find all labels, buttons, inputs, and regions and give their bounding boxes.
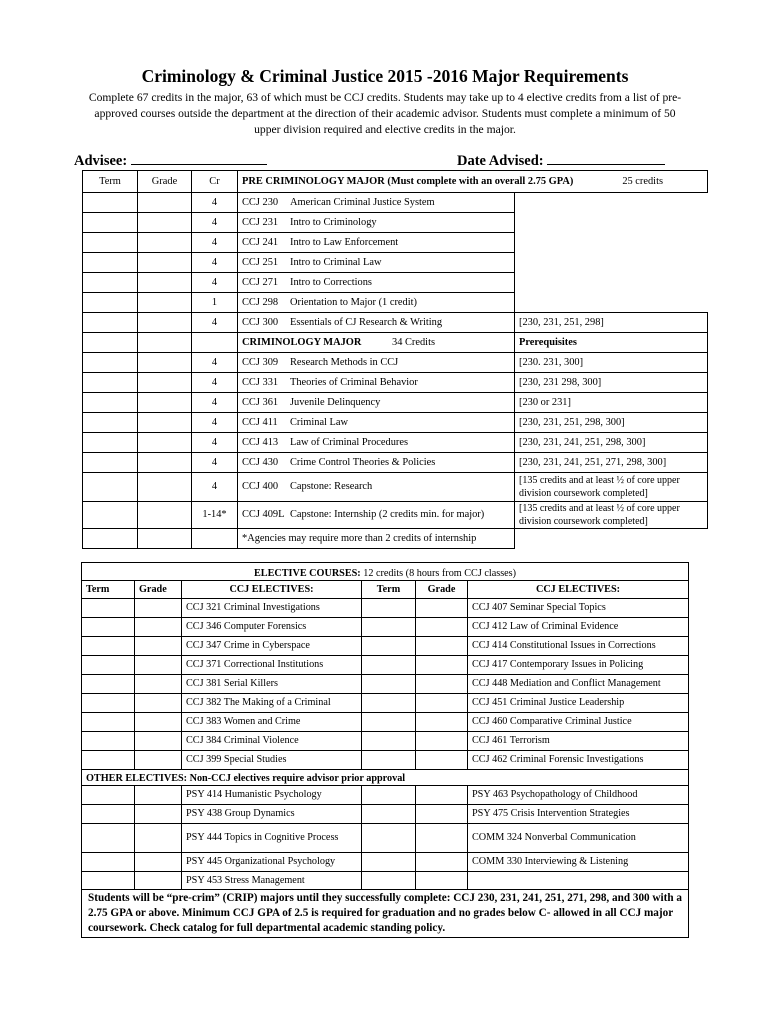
grade-cell[interactable]	[416, 872, 468, 890]
course-row	[83, 313, 708, 333]
course-code: CCJ 300	[242, 316, 279, 328]
grade-cell[interactable]	[416, 713, 468, 732]
course-code: CCJ 430	[242, 456, 279, 468]
elective-course-right: CCJ 407 Seminar Special Topics	[468, 599, 689, 618]
grade-cell[interactable]	[138, 413, 192, 433]
course-row	[83, 453, 708, 473]
grade-cell[interactable]	[138, 293, 192, 313]
elective-row	[82, 824, 689, 853]
term-cell[interactable]	[82, 694, 135, 713]
course-cell	[238, 233, 515, 253]
course-code: CCJ 309	[242, 356, 279, 368]
course-title: Criminal Law	[290, 416, 349, 428]
col-grade: Grade	[138, 171, 192, 193]
grade-cell[interactable]	[138, 253, 192, 273]
grade-cell[interactable]	[416, 853, 468, 872]
course-cell	[238, 193, 515, 213]
course-cell	[238, 502, 515, 529]
grade-cell[interactable]	[135, 675, 182, 694]
elec-col-term-left: Term	[82, 581, 135, 599]
course-row	[83, 253, 708, 273]
grade-cell[interactable]	[138, 393, 192, 413]
prereq-cell	[515, 293, 708, 313]
course-title: Intro to Criminology	[290, 216, 377, 228]
footnote-cr-cell	[192, 529, 238, 549]
prereq-cell	[515, 213, 708, 233]
prereq-cell	[515, 193, 708, 213]
course-code: CCJ 230	[242, 196, 279, 208]
course-cell	[238, 293, 515, 313]
term-cell[interactable]	[82, 751, 135, 770]
term-cell[interactable]	[83, 293, 138, 313]
term-cell[interactable]	[82, 786, 135, 805]
course-row	[83, 293, 708, 313]
course-row	[83, 213, 708, 233]
major-credits: 34 Credits	[392, 336, 436, 348]
course-cell	[238, 313, 515, 333]
course-title: Law of Criminal Procedures	[290, 436, 409, 448]
intro-paragraph: Complete 67 credits in the major, 63 of which must be CCJ credits. Students may take up to 4 elective credits from a list of pre-approved courses outside the department at the direction of their academic advisor. Students must complete a minimum of 50 upper division required and elective credits in the major.	[88, 91, 682, 136]
term-cell[interactable]	[362, 637, 416, 656]
course-title: American Criminal Justice System	[290, 196, 435, 208]
course-row	[83, 502, 708, 529]
course-code: CCJ 413	[242, 436, 279, 448]
term-cell[interactable]	[362, 853, 416, 872]
grade-cell[interactable]	[135, 805, 182, 824]
elective-course-left: PSY 438 Group Dynamics	[182, 805, 362, 824]
internship-footnote: *Agencies may require more than 2 credits of internship	[238, 529, 515, 549]
course-title: Capstone: Research	[290, 481, 373, 492]
course-code: CCJ 411	[242, 416, 278, 428]
elective-course-left: CCJ 381 Serial Killers	[182, 675, 362, 694]
prereq-cell	[515, 253, 708, 273]
footnote-row	[83, 529, 708, 549]
pre-major-heading	[238, 171, 708, 193]
credits-cell: 4	[192, 453, 238, 473]
grade-cell[interactable]	[138, 233, 192, 253]
credits-cell: 4	[192, 253, 238, 273]
footnote-grade-cell[interactable]	[138, 529, 192, 549]
term-cell[interactable]	[362, 656, 416, 675]
course-code: CCJ 231	[242, 216, 279, 228]
elec-col-ccj-left: CCJ ELECTIVES:	[182, 581, 362, 599]
course-row	[83, 373, 708, 393]
elective-row	[82, 872, 689, 890]
course-title: Capstone: Internship (2 credits min. for major)	[290, 509, 485, 520]
course-title: Crime Control Theories & Policies	[290, 456, 436, 468]
course-row	[83, 193, 708, 213]
course-row	[83, 473, 708, 502]
course-row	[83, 393, 708, 413]
grade-cell[interactable]	[138, 193, 192, 213]
date-advised-line[interactable]	[547, 152, 665, 165]
prereq-cell: [230, 231, 251, 298]	[515, 313, 708, 333]
term-cell[interactable]	[362, 675, 416, 694]
major-header-row	[83, 333, 708, 353]
elective-course-right: CCJ 451 Criminal Justice Leadership	[468, 694, 689, 713]
course-title: Juvenile Delinquency	[290, 396, 381, 408]
course-cell	[238, 353, 515, 373]
course-code: CCJ 251	[242, 256, 279, 268]
elective-course-right: CCJ 448 Mediation and Conflict Management	[468, 675, 689, 694]
term-cell[interactable]	[362, 694, 416, 713]
elective-row	[82, 618, 689, 637]
course-code: CCJ 409L	[242, 509, 285, 520]
course-cell	[238, 373, 515, 393]
policy-row	[82, 890, 689, 938]
date-advised-label: Date Advised:	[457, 153, 544, 169]
electives-col-header-row	[82, 581, 689, 599]
elective-row	[82, 713, 689, 732]
term-cell[interactable]	[83, 233, 138, 253]
term-cell[interactable]	[83, 453, 138, 473]
elective-course-left: CCJ 347 Crime in Cyberspace	[182, 637, 362, 656]
elective-course-right: CCJ 462 Criminal Forensic Investigations	[468, 751, 689, 770]
grade-cell[interactable]	[416, 618, 468, 637]
elective-row	[82, 694, 689, 713]
elective-course-left: CCJ 346 Computer Forensics	[182, 618, 362, 637]
grade-cell[interactable]	[416, 637, 468, 656]
term-cell[interactable]	[82, 675, 135, 694]
credits-cell: 4	[192, 393, 238, 413]
electives-heading-bold: ELECTIVE COURSES:	[253, 567, 361, 579]
grade-cell[interactable]	[416, 694, 468, 713]
course-code: CCJ 331	[242, 376, 279, 388]
course-cell	[238, 213, 515, 233]
term-cell[interactable]	[83, 433, 138, 453]
term-cell[interactable]	[362, 732, 416, 751]
term-cell[interactable]	[362, 713, 416, 732]
grade-cell[interactable]	[416, 751, 468, 770]
elective-course-right: CCJ 461 Terrorism	[468, 732, 689, 751]
elective-course-left: PSY 444 Topics in Cognitive Process	[182, 824, 362, 853]
course-cell	[238, 253, 515, 273]
elective-course-right: COMM 324 Nonverbal Communication	[468, 824, 689, 853]
major-heading	[238, 333, 515, 353]
date-advised-field[interactable]	[457, 152, 665, 170]
elective-row	[82, 637, 689, 656]
credits-cell: 4	[192, 433, 238, 453]
course-row	[83, 353, 708, 373]
course-title: Intro to Criminal Law	[290, 256, 382, 268]
elective-course-left: PSY 445 Organizational Psychology	[182, 853, 362, 872]
course-cell	[238, 393, 515, 413]
elective-course-left: CCJ 321 Criminal Investigations	[182, 599, 362, 618]
term-cell[interactable]	[362, 805, 416, 824]
major-requirements-table	[82, 170, 708, 549]
elec-col-ccj-right: CCJ ELECTIVES:	[468, 581, 689, 599]
term-cell[interactable]	[83, 213, 138, 233]
course-cell	[238, 473, 515, 502]
other-electives-heading: OTHER ELECTIVES: Non-CCJ electives require advisor prior approval	[82, 770, 689, 786]
term-cell[interactable]	[82, 853, 135, 872]
elective-course-right	[468, 872, 689, 890]
pre-major-heading-text: PRE CRIMINOLOGY MAJOR (Must complete with an overall 2.75 GPA)	[242, 175, 574, 187]
course-code: CCJ 241	[242, 236, 279, 248]
prereq-cell: [135 credits and at least ½ of core upper division coursework completed]	[515, 473, 708, 502]
grade-cell[interactable]	[135, 786, 182, 805]
advisee-field[interactable]	[74, 152, 267, 170]
term-cell[interactable]	[82, 713, 135, 732]
course-code: CCJ 271	[242, 276, 279, 288]
credits-cell: 4	[192, 233, 238, 253]
grade-cell[interactable]	[416, 786, 468, 805]
major-cr-cell	[192, 333, 238, 353]
elective-row	[82, 853, 689, 872]
grade-cell[interactable]	[135, 853, 182, 872]
elective-course-right: PSY 475 Crisis Intervention Strategies	[468, 805, 689, 824]
term-cell[interactable]	[362, 751, 416, 770]
grade-cell[interactable]	[138, 433, 192, 453]
elective-course-left: PSY 453 Stress Management	[182, 872, 362, 890]
term-cell[interactable]	[83, 313, 138, 333]
footnote-term-cell[interactable]	[83, 529, 138, 549]
prereq-cell: [230, 231, 251, 298, 300]	[515, 413, 708, 433]
grade-cell[interactable]	[135, 872, 182, 890]
grade-cell[interactable]	[138, 213, 192, 233]
term-cell[interactable]	[82, 618, 135, 637]
credits-cell: 4	[192, 373, 238, 393]
elective-course-right: CCJ 460 Comparative Criminal Justice	[468, 713, 689, 732]
grade-cell[interactable]	[138, 453, 192, 473]
grade-cell[interactable]	[416, 656, 468, 675]
grade-cell[interactable]	[138, 473, 192, 502]
term-cell[interactable]	[82, 824, 135, 853]
major-grade-cell[interactable]	[138, 333, 192, 353]
course-row	[83, 433, 708, 453]
term-cell[interactable]	[362, 618, 416, 637]
advisee-label: Advisee:	[74, 153, 128, 169]
grade-cell[interactable]	[135, 618, 182, 637]
prereq-cell: [230, 231, 241, 251, 298, 300]	[515, 433, 708, 453]
elective-course-right: PSY 463 Psychopathology of Childhood	[468, 786, 689, 805]
elective-course-left: CCJ 371 Correctional Institutions	[182, 656, 362, 675]
grade-cell[interactable]	[138, 502, 192, 529]
course-cell	[238, 413, 515, 433]
prereq-cell: [230. 231, 300]	[515, 353, 708, 373]
term-cell[interactable]	[83, 253, 138, 273]
grade-cell[interactable]	[416, 824, 468, 853]
elective-row	[82, 786, 689, 805]
grade-cell[interactable]	[135, 637, 182, 656]
major-term-cell[interactable]	[83, 333, 138, 353]
course-title: Intro to Corrections	[290, 276, 372, 288]
course-code: CCJ 361	[242, 396, 279, 408]
elective-row	[82, 751, 689, 770]
pre-major-credits: 25 credits	[622, 175, 663, 187]
elective-course-left: CCJ 383 Women and Crime	[182, 713, 362, 732]
elective-course-right: COMM 330 Interviewing & Listening	[468, 853, 689, 872]
term-cell[interactable]	[362, 786, 416, 805]
credits-cell: 4	[192, 273, 238, 293]
footnote-blank	[515, 529, 708, 549]
page-title: Criminology & Criminal Justice 2015 -2016 Major Requirements	[141, 66, 629, 86]
elective-course-right: CCJ 417 Contemporary Issues in Policing	[468, 656, 689, 675]
elective-row	[82, 675, 689, 694]
prereq-heading: Prerequisites	[515, 333, 708, 353]
term-cell[interactable]	[83, 413, 138, 433]
electives-heading-row	[82, 563, 689, 581]
term-cell[interactable]	[82, 805, 135, 824]
other-electives-heading-row	[82, 770, 689, 786]
elective-course-left: CCJ 384 Criminal Violence	[182, 732, 362, 751]
prereq-cell: [230 or 231]	[515, 393, 708, 413]
credits-cell: 4	[192, 353, 238, 373]
grade-cell[interactable]	[135, 713, 182, 732]
course-title: Orientation to Major (1 credit)	[290, 296, 417, 308]
elec-col-term-right: Term	[362, 581, 416, 599]
elective-course-right: CCJ 412 Law of Criminal Evidence	[468, 618, 689, 637]
course-row	[83, 413, 708, 433]
prereq-cell: [230, 231 298, 300]	[515, 373, 708, 393]
term-cell[interactable]	[83, 393, 138, 413]
course-row	[83, 233, 708, 253]
term-cell[interactable]	[83, 273, 138, 293]
credits-cell: 4	[192, 193, 238, 213]
grade-cell[interactable]	[135, 599, 182, 618]
term-cell[interactable]	[82, 872, 135, 890]
grade-cell[interactable]	[138, 373, 192, 393]
elective-row	[82, 656, 689, 675]
pre-major-header-row	[83, 171, 708, 193]
electives-heading-rest: 12 credits (8 hours from CCJ classes)	[360, 567, 517, 579]
course-cell	[238, 273, 515, 293]
term-cell[interactable]	[83, 353, 138, 373]
col-cr: Cr	[192, 171, 238, 193]
grade-cell[interactable]	[135, 656, 182, 675]
major-heading-text: CRIMINOLOGY MAJOR	[242, 336, 362, 348]
prereq-cell	[515, 233, 708, 253]
term-cell[interactable]	[82, 732, 135, 751]
grade-cell[interactable]	[135, 732, 182, 751]
elective-course-left: PSY 414 Humanistic Psychology	[182, 786, 362, 805]
course-code: CCJ 400	[242, 481, 279, 492]
course-code: CCJ 298	[242, 296, 279, 308]
credits-cell: 4	[192, 473, 238, 502]
term-cell[interactable]	[83, 473, 138, 502]
term-cell[interactable]	[82, 637, 135, 656]
grade-cell[interactable]	[138, 313, 192, 333]
prereq-cell: [230, 231, 241, 251, 271, 298, 300]	[515, 453, 708, 473]
term-cell[interactable]	[83, 193, 138, 213]
credits-cell: 4	[192, 413, 238, 433]
term-cell[interactable]	[362, 824, 416, 853]
credits-cell: 4	[192, 313, 238, 333]
term-cell[interactable]	[82, 599, 135, 618]
elective-course-right: CCJ 414 Constitutional Issues in Corrections	[468, 637, 689, 656]
elective-course-left: CCJ 382 The Making of a Criminal	[182, 694, 362, 713]
grade-cell[interactable]	[135, 824, 182, 853]
credits-cell: 1	[192, 293, 238, 313]
elective-row	[82, 805, 689, 824]
elective-course-left: CCJ 399 Special Studies	[182, 751, 362, 770]
grade-cell[interactable]	[416, 675, 468, 694]
course-cell	[238, 453, 515, 473]
policy-note: Students will be “pre-crim” (CRIP) majors until they successfully complete: CCJ 230, 231, 241, 251, 271, 298, and 300 with a 2.75 GPA or above. Minimum CCJ GPA of 2.5 is required for graduation and no grades below C- allowed in all CCJ major coursework. Check catalog for full departmental academic standing policy.	[82, 890, 689, 938]
col-term: Term	[83, 171, 138, 193]
course-row	[83, 273, 708, 293]
grade-cell[interactable]	[135, 751, 182, 770]
elective-row	[82, 732, 689, 751]
grade-cell[interactable]	[135, 694, 182, 713]
credits-cell: 4	[192, 213, 238, 233]
elective-row	[82, 599, 689, 618]
term-cell[interactable]	[83, 502, 138, 529]
electives-heading	[82, 563, 689, 581]
grade-cell[interactable]	[416, 599, 468, 618]
grade-cell[interactable]	[138, 273, 192, 293]
course-title: Research Methods in CCJ	[290, 356, 399, 368]
course-title: Theories of Criminal Behavior	[290, 376, 418, 388]
term-cell[interactable]	[362, 599, 416, 618]
term-cell[interactable]	[362, 872, 416, 890]
electives-table	[81, 562, 689, 938]
course-title: Essentials of CJ Research & Writing	[290, 316, 443, 328]
prereq-cell: [135 credits and at least ½ of core upper division coursework completed]	[515, 502, 708, 529]
credits-cell: 1-14*	[192, 502, 238, 529]
term-cell[interactable]	[83, 373, 138, 393]
grade-cell[interactable]	[416, 732, 468, 751]
elec-col-grade-right: Grade	[416, 581, 468, 599]
advisee-line[interactable]	[131, 152, 267, 165]
term-cell[interactable]	[82, 656, 135, 675]
course-title: Intro to Law Enforcement	[290, 236, 399, 248]
course-cell	[238, 433, 515, 453]
elec-col-grade-left: Grade	[135, 581, 182, 599]
prereq-cell	[515, 273, 708, 293]
grade-cell[interactable]	[416, 805, 468, 824]
grade-cell[interactable]	[138, 353, 192, 373]
